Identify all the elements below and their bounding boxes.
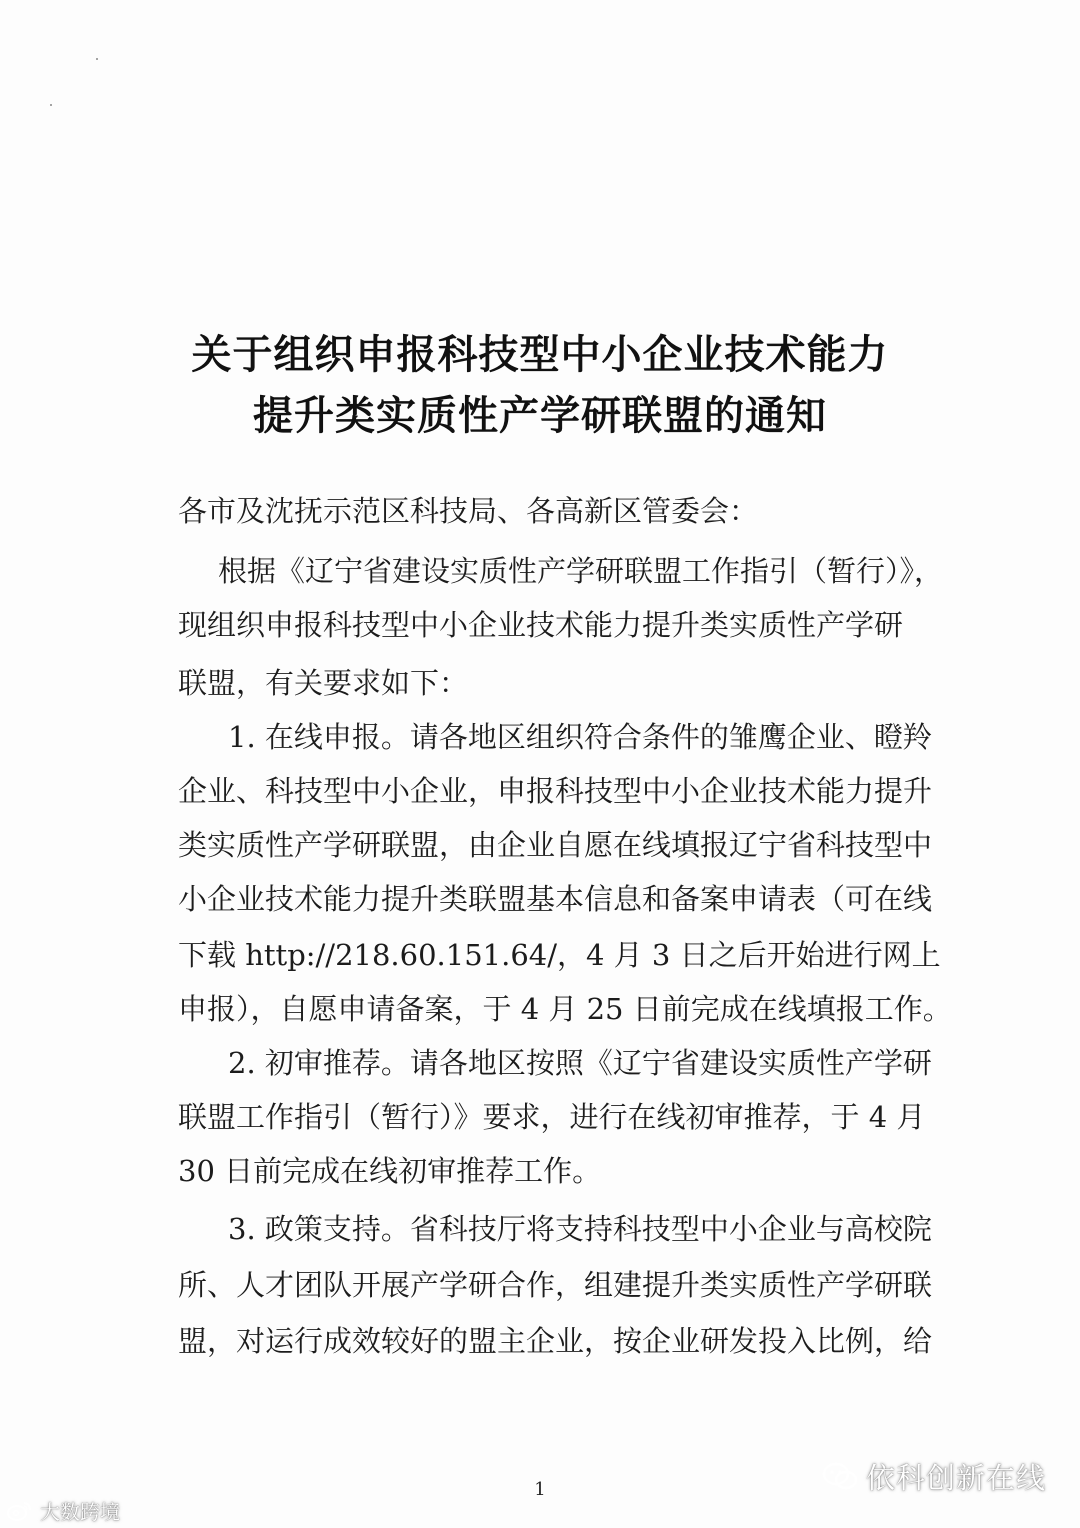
salutation: 各市及沈抚示范区科技局、各高新区管委会： xyxy=(178,494,759,528)
body-line: 盟，对运行成效较好的盟主企业，按企业研发投入比例，给 xyxy=(178,1324,933,1358)
body-line: 小企业技术能力提升类联盟基本信息和备案申请表（可在线 xyxy=(178,882,933,916)
body-line: 2. 初审推荐。请各地区按照《辽宁省建设实质性产学研 xyxy=(228,1046,932,1080)
body-line: 所、人才团队开展产学研合作，组建提升类实质性产学研联 xyxy=(178,1268,933,1302)
body-line: 现组织申报科技型中小企业技术能力提升类实质性产学研 xyxy=(178,608,904,642)
body-line: 下载 http://218.60.151.64/，4 月 3 日之后开始进行网上 xyxy=(178,938,941,972)
body-line: 30 日前完成在线初审推荐工作。 xyxy=(178,1154,602,1188)
watermark-wechat xyxy=(822,1456,1046,1497)
body-line: 申报），自愿申请备案，于 4 月 25 日前完成在线填报工作。 xyxy=(178,992,952,1026)
body-line: 1. 在线申报。请各地区组织符合条件的雏鹰企业、瞪羚 xyxy=(228,720,932,754)
weibo-icon xyxy=(6,1500,32,1522)
body-line: 类实质性产学研联盟，由企业自愿在线填报辽宁省科技型中 xyxy=(178,828,933,862)
document-title-line-2: 提升类实质性产学研联盟的通知 xyxy=(253,393,827,439)
watermark-weibo xyxy=(6,1496,120,1525)
body-line: 企业、科技型中小企业，申报科技型中小企业技术能力提升 xyxy=(178,774,933,808)
scan-speck xyxy=(50,104,52,106)
watermark-left-label: 大数跨境 xyxy=(40,1500,120,1524)
wechat-icon xyxy=(822,1462,858,1492)
watermark-right-label: 依科创新在线 xyxy=(865,1461,1046,1495)
body-line: 3. 政策支持。省科技厅将支持科技型中小企业与高校院 xyxy=(228,1212,932,1246)
scan-speck xyxy=(96,58,98,60)
body-line: 联盟工作指引（暂行）》要求，进行在线初审推荐，于 4 月 xyxy=(178,1100,926,1134)
page-number: 1 xyxy=(534,1479,546,1500)
body-line: 联盟，有关要求如下： xyxy=(178,666,469,700)
document-title-line-1: 关于组织申报科技型中小企业技术能力 xyxy=(191,332,889,378)
body-line: 根据《辽宁省建设实质性产学研联盟工作指引（暂行）》， xyxy=(218,554,944,588)
